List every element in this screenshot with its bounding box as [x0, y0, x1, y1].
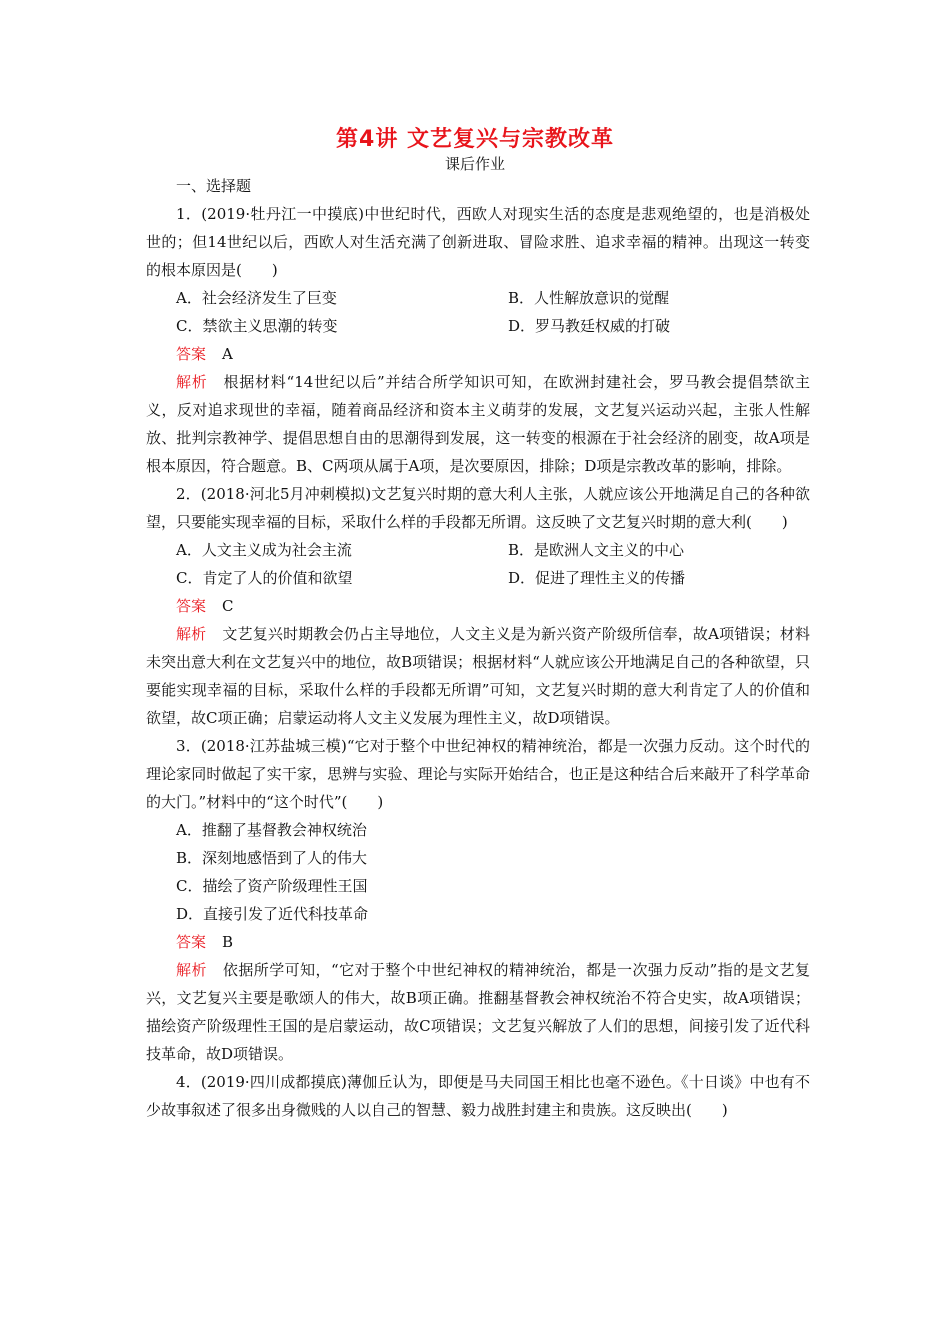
option-c: C．描绘了资产阶级理性王国 [176, 877, 368, 895]
option-c: C．肯定了人的价值和欲望 [176, 569, 353, 587]
analysis-label: 解析 [176, 961, 207, 979]
analysis-text: 文艺复兴时期教会仍占主导地位，人文主义是为新兴资产阶级所信奉，故A项错误；材料未突出意大利在文艺复兴中的地位，故B项错误；根据材料“人就应该公开地满足自己的各种欲望，只要能实现幸福的目标，采取什么样的手段都无所谓”可知，文艺复兴时期的意大利肯定了人的价值和欲望，故C项正确；启蒙运动将人文主义发展为理性主义，故D项错误。 [146, 625, 810, 727]
question-3 [146, 732, 810, 1068]
option-a: A．推翻了基督教会神权统治 [176, 821, 367, 839]
option-d: D．直接引发了近代科技革命 [176, 905, 369, 923]
answer-label: 答案 [176, 933, 207, 951]
question-1 [146, 200, 810, 480]
answer-line [146, 928, 810, 956]
options-row [146, 564, 810, 592]
page-subtitle: 课后作业 [444, 155, 505, 173]
document-body [146, 172, 810, 1124]
option-b: B．是欧洲人文主义的中心 [508, 541, 685, 559]
options-row [146, 284, 810, 312]
question-stem: 4．(2019·四川成都摸底)薄伽丘认为，即便是马夫同国王相比也毫不逊色。《十日谈》中也有不少故事叙述了很多出身微贱的人以自己的智慧、毅力战胜封建主和贵族。这反映出( ) [146, 1073, 810, 1119]
option-c: C．禁欲主义思潮的转变 [176, 317, 338, 335]
analysis-paragraph [146, 620, 810, 732]
answer-line [146, 592, 810, 620]
option-d: D．促进了理性主义的传播 [508, 569, 686, 587]
analysis-label: 解析 [176, 373, 208, 391]
analysis-text: 根据材料“14世纪以后”并结合所学知识可知，在欧洲封建社会，罗马教会提倡禁欲主义，反对追求现世的幸福，随着商品经济和资本主义萌芽的发展，文艺复兴运动兴起，主张人性解放、批判宗教神学、提倡思想自由的思潮得到发展，这一转变的根源在于社会经济的剧变，故A项是根本原因，符合题意。B、C两项从属于A项，是次要原因，排除；D项是宗教改革的影响，排除。 [146, 373, 810, 475]
answer-value: B [222, 933, 234, 951]
option-a: A．人文主义成为社会主流 [176, 541, 352, 559]
question-stem: 2．(2018·河北5月冲刺模拟)文艺复兴时期的意大利人主张，人就应该公开地满足自己的各种欲望，只要能实现幸福的目标，采取什么样的手段都无所谓。这反映了文艺复兴时期的意大利( ) [146, 485, 810, 531]
option-b: B．深刻地感悟到了人的伟大 [176, 849, 368, 867]
answer-label: 答案 [176, 345, 207, 363]
section-heading: 一、选择题 [176, 177, 252, 195]
page-title: 第4讲 文艺复兴与宗教改革 [336, 127, 614, 152]
answer-line [146, 340, 810, 368]
options-row [146, 312, 810, 340]
answer-label: 答案 [176, 597, 207, 615]
option-b: B．人性解放意识的觉醒 [508, 289, 670, 307]
option-d: D．罗马教廷权威的打破 [508, 317, 671, 335]
question-stem: 1．(2019·牡丹江一中摸底)中世纪时代，西欧人对现实生活的态度是悲观绝望的，也是消极处世的；但14世纪以后，西欧人对生活充满了创新进取、冒险求胜、追求幸福的精神。出现这一转变的根本原因是( ) [146, 205, 810, 279]
options-row [146, 536, 810, 564]
question-stem: 3．(2018·江苏盐城三模)“它对于整个中世纪神权的精神统治，都是一次强力反动。这个时代的理论家同时做起了实干家，思辨与实验、理论与实际开始结合，也正是这种结合后来敲开了科学革命的大门。”材料中的“这个时代”( ) [146, 737, 810, 811]
question-2 [146, 480, 810, 732]
analysis-text: 依据所学可知，“它对于整个中世纪神权的精神统治，都是一次强力反动”指的是文艺复兴，文艺复兴主要是歌颂人的伟大，故B项正确。推翻基督教会神权统治不符合史实，故A项错误；描绘资产阶级理性王国的是启蒙运动，故C项错误；文艺复兴解放了人们的思想，间接引发了近代科技革命，故D项错误。 [146, 961, 810, 1063]
analysis-label: 解析 [176, 625, 207, 643]
analysis-paragraph [146, 368, 810, 480]
analysis-paragraph [146, 956, 810, 1068]
answer-value: A [222, 345, 233, 363]
answer-value: C [222, 597, 234, 615]
option-a: A．社会经济发生了巨变 [176, 289, 337, 307]
question-4 [146, 1068, 810, 1124]
